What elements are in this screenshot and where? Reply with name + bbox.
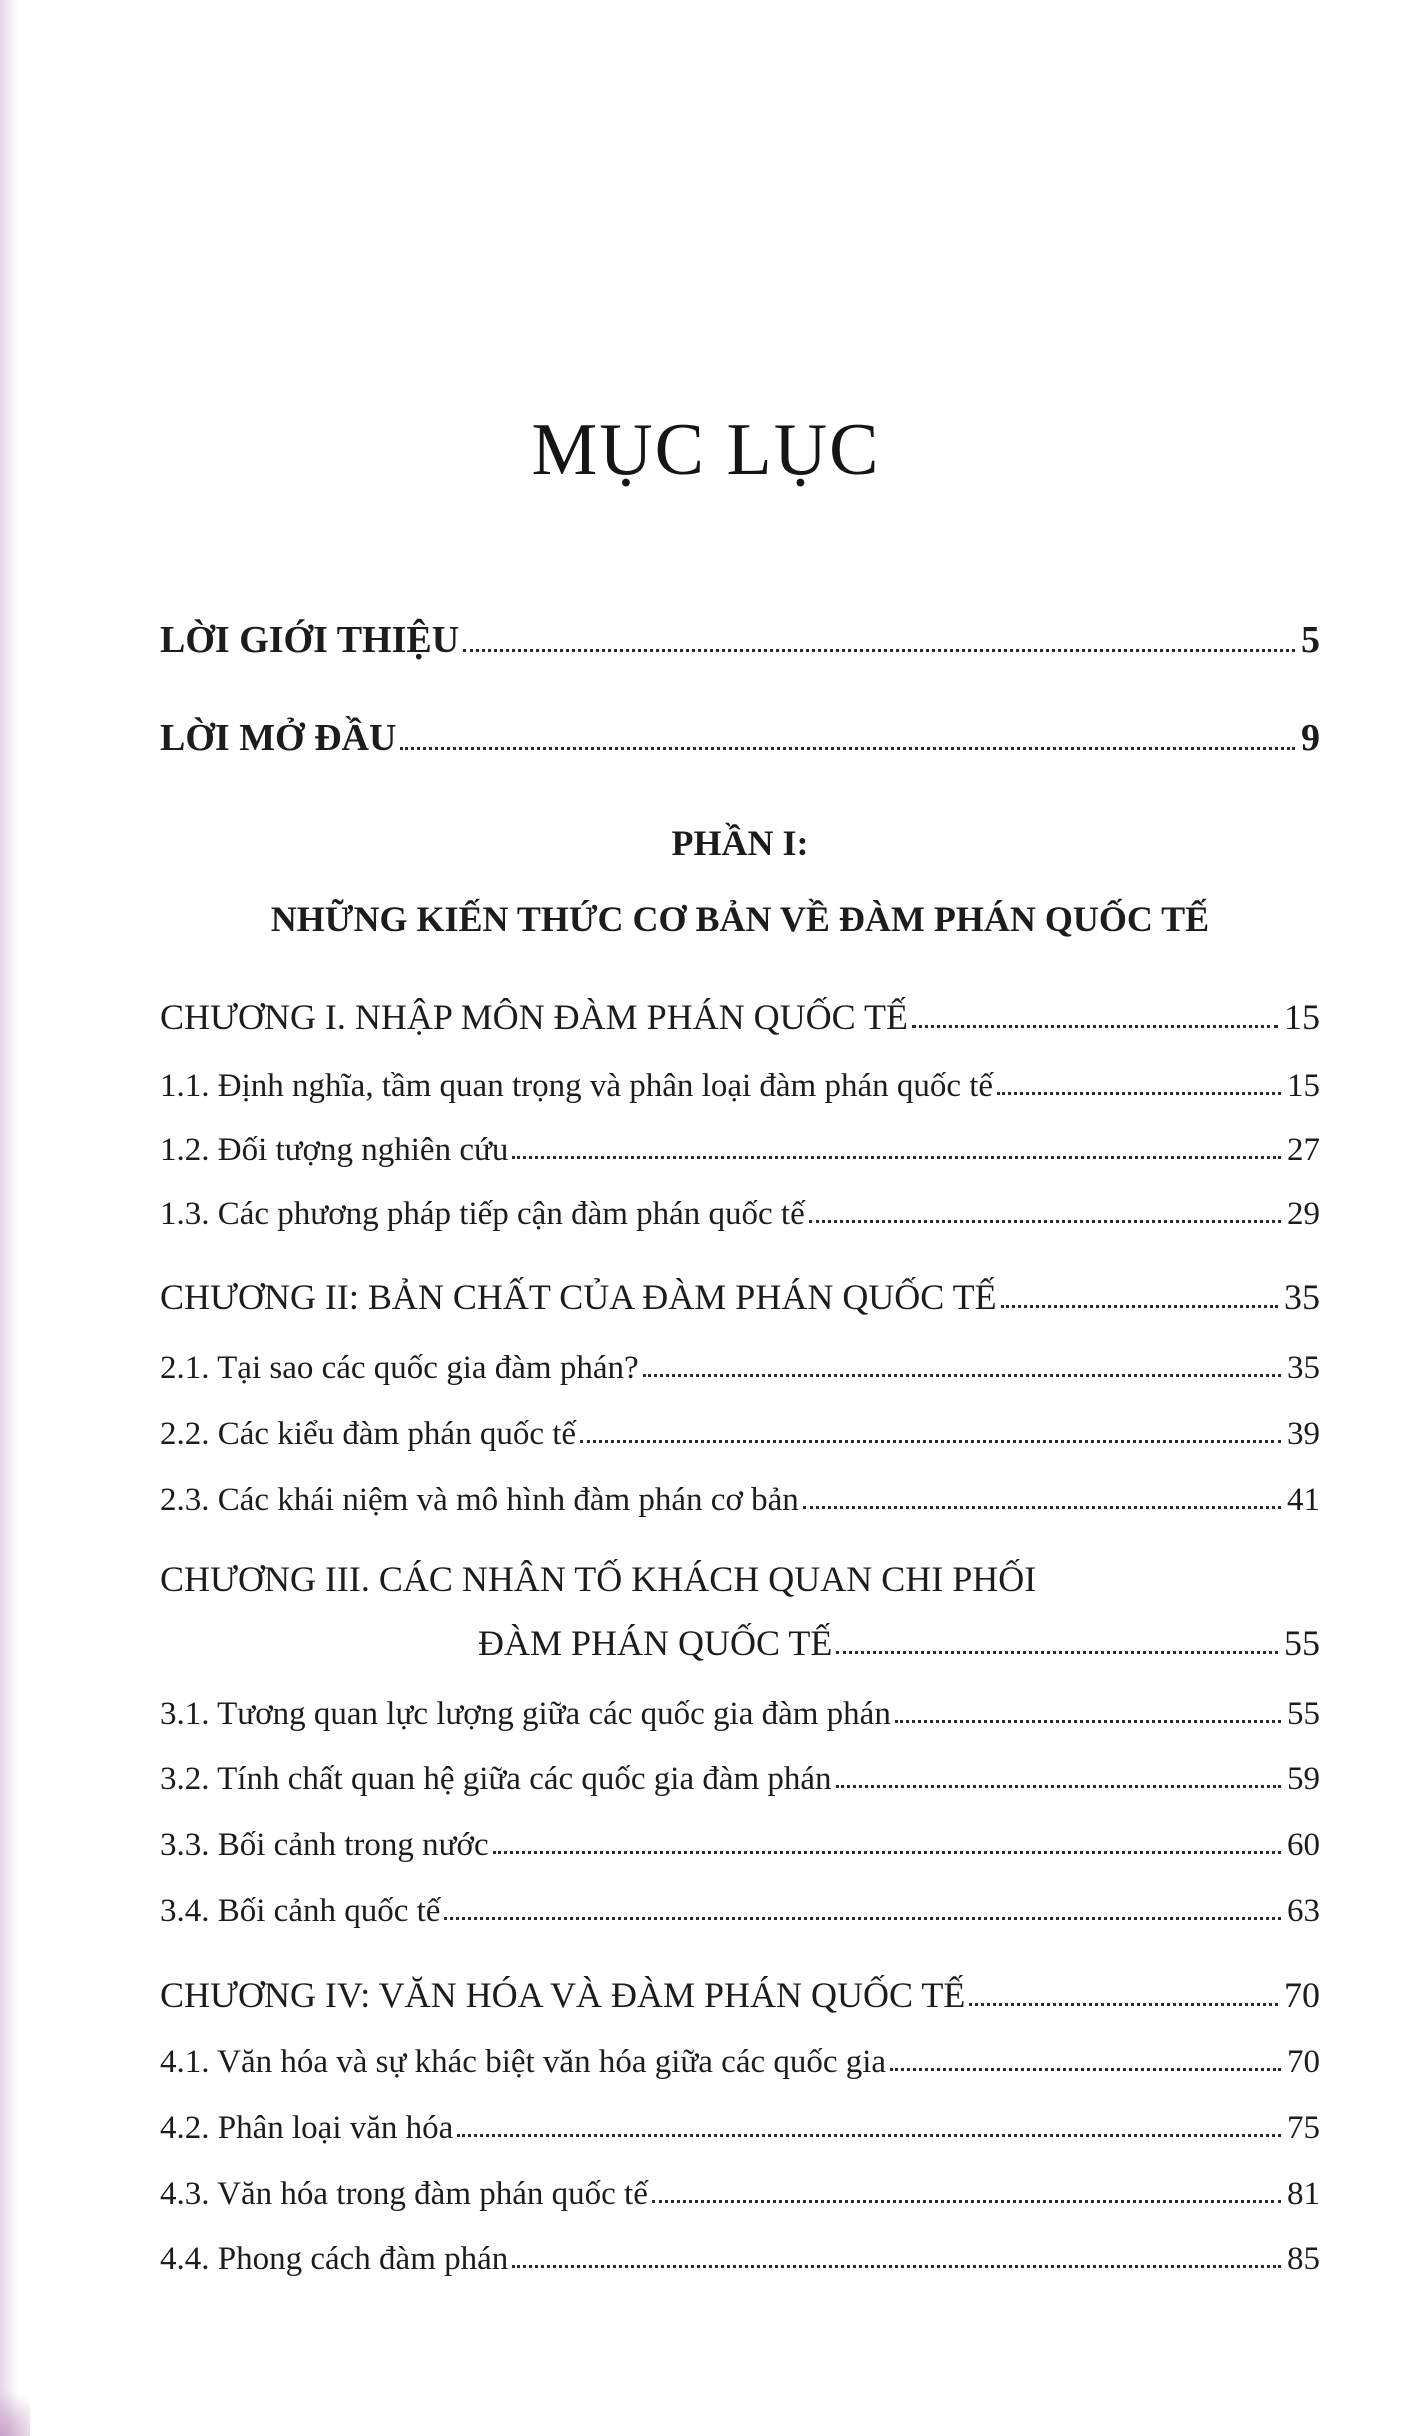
- toc-chapter-2[interactable]: [160, 1268, 1320, 1318]
- toc-section-label: 4.2. Phân loại văn hóa: [160, 2110, 454, 2146]
- toc-page-number: 75: [1287, 2110, 1320, 2146]
- toc-section-2-3[interactable]: [160, 1469, 1320, 1519]
- toc-chapter-label: CHƯƠNG I. NHẬP MÔN ĐÀM PHÁN QUỐC TẾ: [160, 997, 908, 1037]
- toc-section-1-2[interactable]: [160, 1119, 1320, 1169]
- toc-section-1-3[interactable]: [160, 1183, 1320, 1233]
- leader-dots: [512, 1156, 1281, 1159]
- leader-dots: [912, 1025, 1278, 1028]
- toc-chapter-label: CHƯƠNG IV: VĂN HÓA VÀ ĐÀM PHÁN QUỐC TẾ: [160, 1975, 966, 2015]
- toc-chapter-1[interactable]: [160, 988, 1320, 1038]
- toc-section-4-1[interactable]: [160, 2031, 1320, 2081]
- toc-section-label: 1.2. Đối tượng nghiên cứu: [160, 1132, 509, 1168]
- toc-chapter-3-title[interactable]: CHƯƠNG III. CÁC NHÂN TỐ KHÁCH QUAN CHI PHỐI: [160, 1559, 1037, 1599]
- leader-dots: [890, 2068, 1281, 2071]
- page-corner-shadow: [0, 2376, 30, 2436]
- toc-chapter-4[interactable]: [160, 1966, 1320, 2016]
- toc-section-label: 2.3. Các khái niệm và mô hình đàm phán cơ bản: [160, 1482, 799, 1518]
- toc-section-2-2[interactable]: [160, 1403, 1320, 1453]
- leader-dots: [895, 1720, 1281, 1723]
- toc-page-number: 59: [1287, 1761, 1320, 1797]
- page-edge: [0, 0, 18, 2436]
- toc-section-1-1[interactable]: [160, 1055, 1320, 1105]
- toc-page-number: 39: [1287, 1416, 1320, 1452]
- toc-page-number: 5: [1301, 619, 1320, 661]
- toc-page-number: 35: [1287, 1350, 1320, 1386]
- toc-section-label: 3.2. Tính chất quan hệ giữa các quốc gia đàm phán: [160, 1761, 832, 1797]
- leader-dots: [803, 1506, 1281, 1509]
- leader-dots: [1001, 1305, 1278, 1308]
- toc-section-label: 3.1. Tương quan lực lượng giữa các quốc gia đàm phán: [160, 1696, 891, 1732]
- toc-section-label: 2.2. Các kiểu đàm phán quốc tế: [160, 1416, 577, 1452]
- toc-section-label: 4.4. Phong cách đàm phán: [160, 2241, 509, 2277]
- toc-section-3-2[interactable]: [160, 1748, 1320, 1798]
- leader-dots: [643, 1374, 1281, 1377]
- leader-dots: [444, 1917, 1281, 1920]
- toc-page-number: 70: [1284, 1975, 1320, 2015]
- leader-dots: [997, 1092, 1281, 1095]
- toc-section-3-3[interactable]: [160, 1814, 1320, 1864]
- toc-page-number: 55: [1284, 1623, 1320, 1663]
- toc-section-label: 2.1. Tại sao các quốc gia đàm phán?: [160, 1350, 639, 1386]
- leader-dots: [400, 747, 1295, 750]
- leader-dots: [969, 2003, 1278, 2006]
- toc-page-number: 55: [1287, 1696, 1320, 1732]
- toc-chapter-label: ĐÀM PHÁN QUỐC TẾ: [478, 1623, 833, 1663]
- toc-page-number: 15: [1287, 1068, 1320, 1104]
- toc-section-3-1[interactable]: [160, 1683, 1320, 1733]
- leader-dots: [457, 2134, 1281, 2137]
- toc-section-label: 1.3. Các phương pháp tiếp cận đàm phán quốc tế: [160, 1196, 805, 1232]
- toc-section-4-3[interactable]: [160, 2163, 1320, 2213]
- leader-dots: [463, 649, 1295, 652]
- leader-dots: [512, 2265, 1281, 2268]
- toc-page-number: 29: [1287, 1196, 1320, 1232]
- toc-section-3-4[interactable]: [160, 1880, 1320, 1930]
- toc-entry-label: LỜI GIỚI THIỆU: [160, 619, 460, 661]
- toc-page-number: 35: [1284, 1277, 1320, 1317]
- toc-page-number: 85: [1287, 2241, 1320, 2277]
- toc-section-4-2[interactable]: [160, 2097, 1320, 2147]
- leader-dots: [836, 1785, 1281, 1788]
- leader-dots: [809, 1220, 1281, 1223]
- toc-section-label: 4.3. Văn hóa trong đàm phán quốc tế: [160, 2176, 648, 2212]
- toc-section-label: 3.3. Bối cảnh trong nước: [160, 1827, 489, 1863]
- page-title: MỤC LỤC: [531, 409, 881, 491]
- toc-entry-introduction[interactable]: [160, 612, 1320, 662]
- toc-chapter-label: CHƯƠNG II: BẢN CHẤT CỦA ĐÀM PHÁN QUỐC TẾ: [160, 1277, 997, 1317]
- toc-section-label: 3.4. Bối cảnh quốc tế: [160, 1893, 441, 1929]
- toc-page-number: 15: [1284, 997, 1320, 1037]
- toc-page-number: 41: [1287, 1482, 1320, 1518]
- part-subtitle: NHỮNG KIẾN THỨC CƠ BẢN VỀ ĐÀM PHÁN QUỐC TẾ: [270, 899, 1210, 939]
- toc-page-number: 70: [1287, 2044, 1320, 2080]
- toc-chapter-3[interactable]: [160, 1614, 1320, 1664]
- toc-section-label: 1.1. Định nghĩa, tầm quan trọng và phân loại đàm phán quốc tế: [160, 1068, 994, 1104]
- toc-page-number: 63: [1287, 1893, 1320, 1929]
- toc-section-2-1[interactable]: [160, 1337, 1320, 1387]
- toc-page-number: 60: [1287, 1827, 1320, 1863]
- leader-dots: [652, 2200, 1281, 2203]
- toc-section-label: 4.1. Văn hóa và sự khác biệt văn hóa giữa các quốc gia: [160, 2044, 887, 2080]
- toc-entry-preface[interactable]: [160, 710, 1320, 760]
- toc-page-number: 81: [1287, 2176, 1320, 2212]
- toc-page-number: 27: [1287, 1132, 1320, 1168]
- leader-dots: [493, 1851, 1281, 1854]
- toc-page-number: 9: [1301, 717, 1320, 759]
- leader-dots: [580, 1440, 1281, 1443]
- toc-entry-label: LỜI MỞ ĐẦU: [160, 717, 397, 759]
- part-heading: PHẦN I:: [671, 823, 809, 863]
- leader-dots: [836, 1651, 1278, 1654]
- toc-section-4-4[interactable]: [160, 2228, 1320, 2278]
